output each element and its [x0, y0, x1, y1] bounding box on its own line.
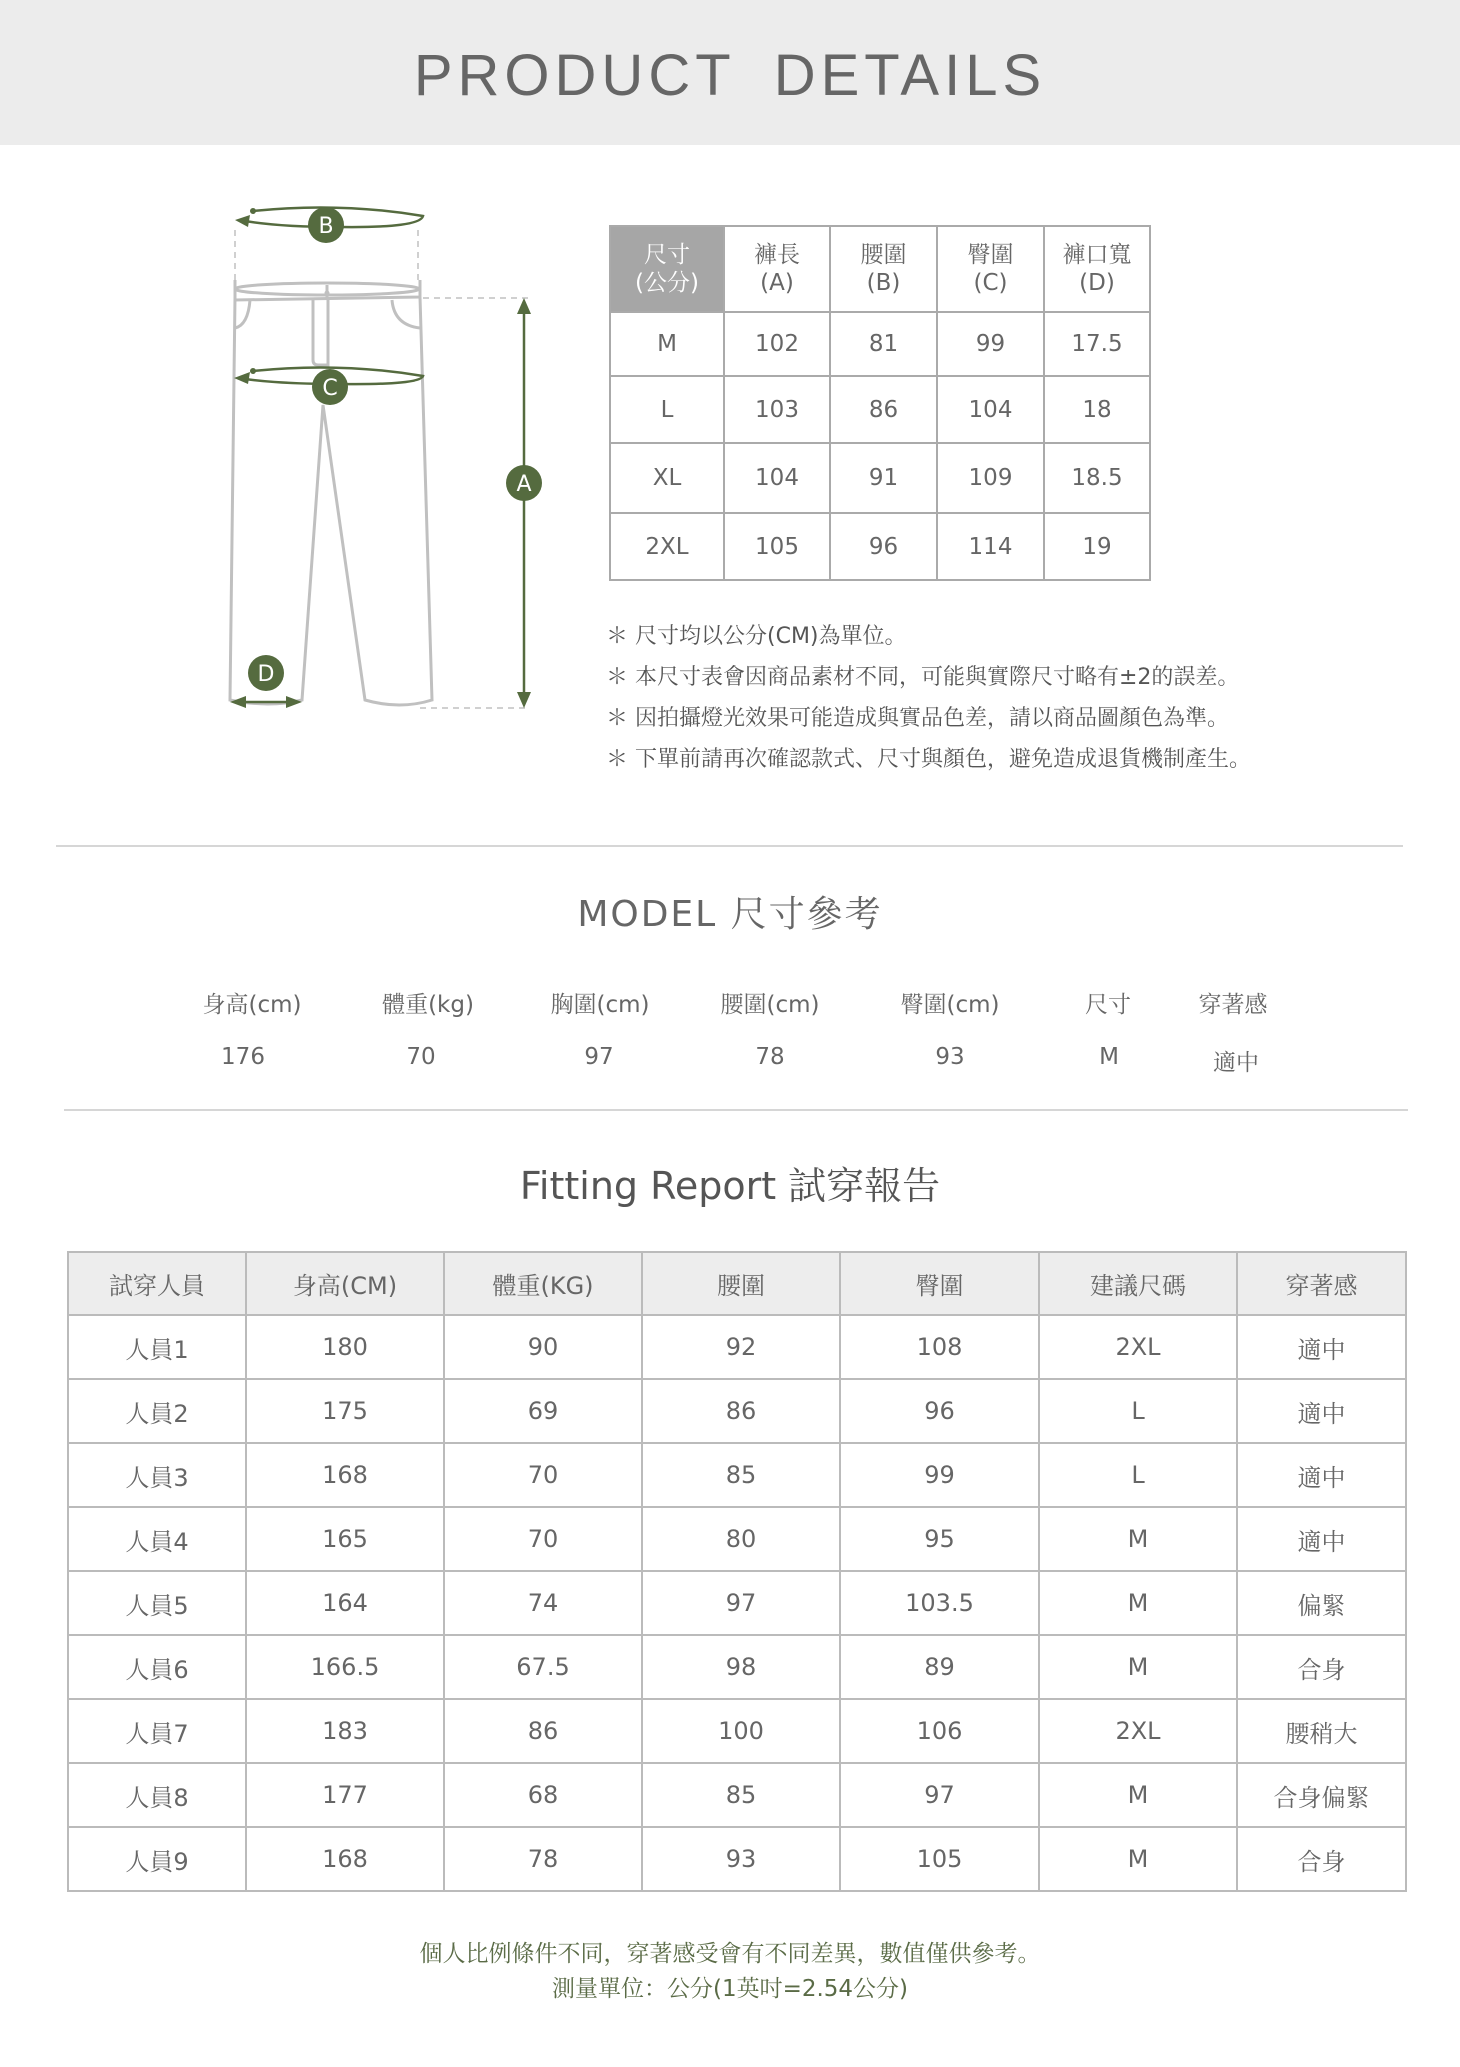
- column-header-line1: 褲長: [754, 242, 800, 268]
- fitting-table-header: [68, 1252, 1406, 1315]
- cell: 合身: [1237, 1827, 1406, 1891]
- cell: 19: [1044, 513, 1150, 580]
- cell: 104: [937, 376, 1044, 443]
- cell: 97: [642, 1571, 840, 1635]
- cell: 96: [840, 1379, 1039, 1443]
- cell: 腰稍大: [1237, 1699, 1406, 1763]
- column-header: [830, 226, 937, 312]
- cell: 人員9: [68, 1827, 246, 1891]
- model-value: 70: [406, 1044, 436, 1070]
- cell: M: [1039, 1827, 1237, 1891]
- table-row: [68, 1315, 1406, 1379]
- cell: L: [1039, 1379, 1237, 1443]
- pants-outline-icon: [230, 280, 432, 705]
- model-label: 臀圍(cm): [900, 992, 1000, 1018]
- cell: 適中: [1237, 1315, 1406, 1379]
- cell: 80: [642, 1507, 840, 1571]
- cell: 70: [444, 1443, 642, 1507]
- cell: 105: [840, 1827, 1039, 1891]
- cell: 人員2: [68, 1379, 246, 1443]
- cell: 86: [830, 376, 937, 443]
- cell: 177: [246, 1763, 444, 1827]
- column-header: 建議尺碼: [1039, 1252, 1237, 1315]
- cell: 97: [840, 1763, 1039, 1827]
- cell: 人員7: [68, 1699, 246, 1763]
- cell: 18.5: [1044, 443, 1150, 513]
- cell: L: [1039, 1443, 1237, 1507]
- cell: 98: [642, 1635, 840, 1699]
- cell: 103: [724, 376, 830, 443]
- table-row: [68, 1827, 1406, 1891]
- cell: 89: [840, 1635, 1039, 1699]
- size-label: L: [610, 376, 724, 443]
- footer-unit-note: 測量單位：公分(1英吋=2.54公分): [551, 1976, 909, 2002]
- cell: 適中: [1237, 1379, 1406, 1443]
- cell: 165: [246, 1507, 444, 1571]
- label-a: A: [516, 472, 532, 497]
- table-row: [68, 1699, 1406, 1763]
- table-row: [68, 1507, 1406, 1571]
- column-header: 腰圍: [642, 1252, 840, 1315]
- column-header-line1: 臀圍: [967, 242, 1014, 268]
- arrow-right-icon: [286, 696, 302, 708]
- cell: 人員8: [68, 1763, 246, 1827]
- model-value: 97: [584, 1044, 614, 1070]
- cell: 92: [642, 1315, 840, 1379]
- cell: 85: [642, 1763, 840, 1827]
- cell: 183: [246, 1699, 444, 1763]
- corner-line2: (公分): [635, 270, 699, 296]
- cell: 17.5: [1044, 312, 1150, 376]
- cell: 合身: [1237, 1635, 1406, 1699]
- size-table: [609, 225, 1151, 581]
- model-section-title: MODEL 尺寸參考: [577, 894, 883, 935]
- cell: 人員5: [68, 1571, 246, 1635]
- column-header: 體重(KG): [444, 1252, 642, 1315]
- size-notes: [606, 616, 1251, 780]
- column-header-line1: 腰圍: [860, 242, 907, 268]
- arrow-up-icon: [517, 298, 531, 314]
- cell: 18: [1044, 376, 1150, 443]
- size-label: 2XL: [610, 513, 724, 580]
- footer-disclaimer: 個人比例條件不同，穿著感受會有不同差異，數值僅供參考。: [419, 1941, 1041, 1967]
- cell: 166.5: [246, 1635, 444, 1699]
- column-header: [724, 226, 830, 312]
- cell: 70: [444, 1507, 642, 1571]
- cell: 175: [246, 1379, 444, 1443]
- cell: 69: [444, 1379, 642, 1443]
- table-row: [610, 443, 1150, 513]
- cell: 95: [840, 1507, 1039, 1571]
- cell: M: [1039, 1635, 1237, 1699]
- column-header: 試穿人員: [68, 1252, 246, 1315]
- column-header: 穿著感: [1237, 1252, 1406, 1315]
- model-value: M: [1099, 1044, 1119, 1070]
- cell: 2XL: [1039, 1699, 1237, 1763]
- cell: 114: [937, 513, 1044, 580]
- cell: 86: [642, 1379, 840, 1443]
- fitting-report-title: Fitting Report 試穿報告: [519, 1164, 941, 1208]
- table-row: [68, 1443, 1406, 1507]
- cell: 109: [937, 443, 1044, 513]
- label-c: C: [322, 376, 338, 401]
- size-table-corner: [610, 226, 724, 312]
- pants-measurement-diagram: [220, 200, 560, 780]
- model-label: 腰圍(cm): [720, 992, 820, 1018]
- model-label: 身高(cm): [202, 992, 302, 1018]
- cell: 108: [840, 1315, 1039, 1379]
- label-b: B: [318, 214, 334, 239]
- cell: 99: [937, 312, 1044, 376]
- note-item: ＊ 尺寸均以公分(CM)為單位。: [606, 624, 907, 649]
- size-table-header: [610, 226, 1150, 312]
- table-row: [68, 1379, 1406, 1443]
- column-header-line2: (A): [760, 270, 794, 296]
- cell: 103.5: [840, 1571, 1039, 1635]
- table-row: [68, 1763, 1406, 1827]
- corner-line1: 尺寸: [644, 242, 690, 268]
- column-header: 臀圍: [840, 1252, 1039, 1315]
- cell: 適中: [1237, 1443, 1406, 1507]
- cell: 74: [444, 1571, 642, 1635]
- cell: 90: [444, 1315, 642, 1379]
- cell: 85: [642, 1443, 840, 1507]
- cell: 99: [840, 1443, 1039, 1507]
- divider: [56, 845, 1403, 847]
- cell: 104: [724, 443, 830, 513]
- model-label: 尺寸: [1085, 992, 1131, 1018]
- cell: 86: [444, 1699, 642, 1763]
- cell: 人員4: [68, 1507, 246, 1571]
- model-label: 胸圍(cm): [550, 992, 650, 1018]
- arrow-down-icon: [517, 692, 531, 708]
- table-row: [68, 1571, 1406, 1635]
- cell: 100: [642, 1699, 840, 1763]
- column-header: [937, 226, 1044, 312]
- cell: 2XL: [1039, 1315, 1237, 1379]
- cell: 96: [830, 513, 937, 580]
- table-row: [610, 312, 1150, 376]
- column-header: [1044, 226, 1150, 312]
- cell: 106: [840, 1699, 1039, 1763]
- cell: 人員1: [68, 1315, 246, 1379]
- model-value: 78: [755, 1044, 785, 1070]
- cell: 180: [246, 1315, 444, 1379]
- cell: 偏緊: [1237, 1571, 1406, 1635]
- cell: M: [1039, 1507, 1237, 1571]
- column-header-line2: (D): [1079, 270, 1115, 296]
- model-value: 適中: [1213, 1050, 1259, 1076]
- cell: 人員3: [68, 1443, 246, 1507]
- table-row: [610, 376, 1150, 443]
- label-d: D: [257, 662, 275, 687]
- column-header-line1: 褲口寬: [1062, 242, 1132, 268]
- model-label: 體重(kg): [382, 992, 474, 1018]
- cell: 78: [444, 1827, 642, 1891]
- note-item: ＊ 下單前請再次確認款式、尺寸與顏色，避免造成退貨機制產生。: [606, 747, 1251, 772]
- cell: 105: [724, 513, 830, 580]
- cell: 68: [444, 1763, 642, 1827]
- note-item: ＊ 本尺寸表會因商品素材不同，可能與實際尺寸略有±2的誤差。: [606, 665, 1240, 690]
- cell: 93: [642, 1827, 840, 1891]
- model-label: 穿著感: [1198, 992, 1268, 1018]
- size-label: XL: [610, 443, 724, 513]
- cell: 91: [830, 443, 937, 513]
- cell: 164: [246, 1571, 444, 1635]
- column-header-line2: (C): [973, 270, 1008, 296]
- arrow-left-icon: [230, 696, 246, 708]
- note-item: ＊ 因拍攝燈光效果可能造成與實品色差，請以商品圖顏色為準。: [606, 706, 1229, 731]
- column-header-line2: (B): [866, 270, 901, 296]
- cell: M: [1039, 1571, 1237, 1635]
- model-value: 93: [935, 1044, 965, 1070]
- size-label: M: [610, 312, 724, 376]
- cell: 102: [724, 312, 830, 376]
- cell: 合身偏緊: [1237, 1763, 1406, 1827]
- table-row: [610, 513, 1150, 580]
- column-header: 身高(CM): [246, 1252, 444, 1315]
- cell: 81: [830, 312, 937, 376]
- cell: 168: [246, 1827, 444, 1891]
- table-row: [68, 1635, 1406, 1699]
- model-value: 176: [221, 1044, 265, 1070]
- cell: 人員6: [68, 1635, 246, 1699]
- cell: M: [1039, 1763, 1237, 1827]
- cell: 適中: [1237, 1507, 1406, 1571]
- fitting-report-table: [67, 1251, 1407, 1892]
- divider: [64, 1109, 1408, 1111]
- cell: 67.5: [444, 1635, 642, 1699]
- page-title: PRODUCT DETAILS: [413, 43, 1047, 108]
- cell: 168: [246, 1443, 444, 1507]
